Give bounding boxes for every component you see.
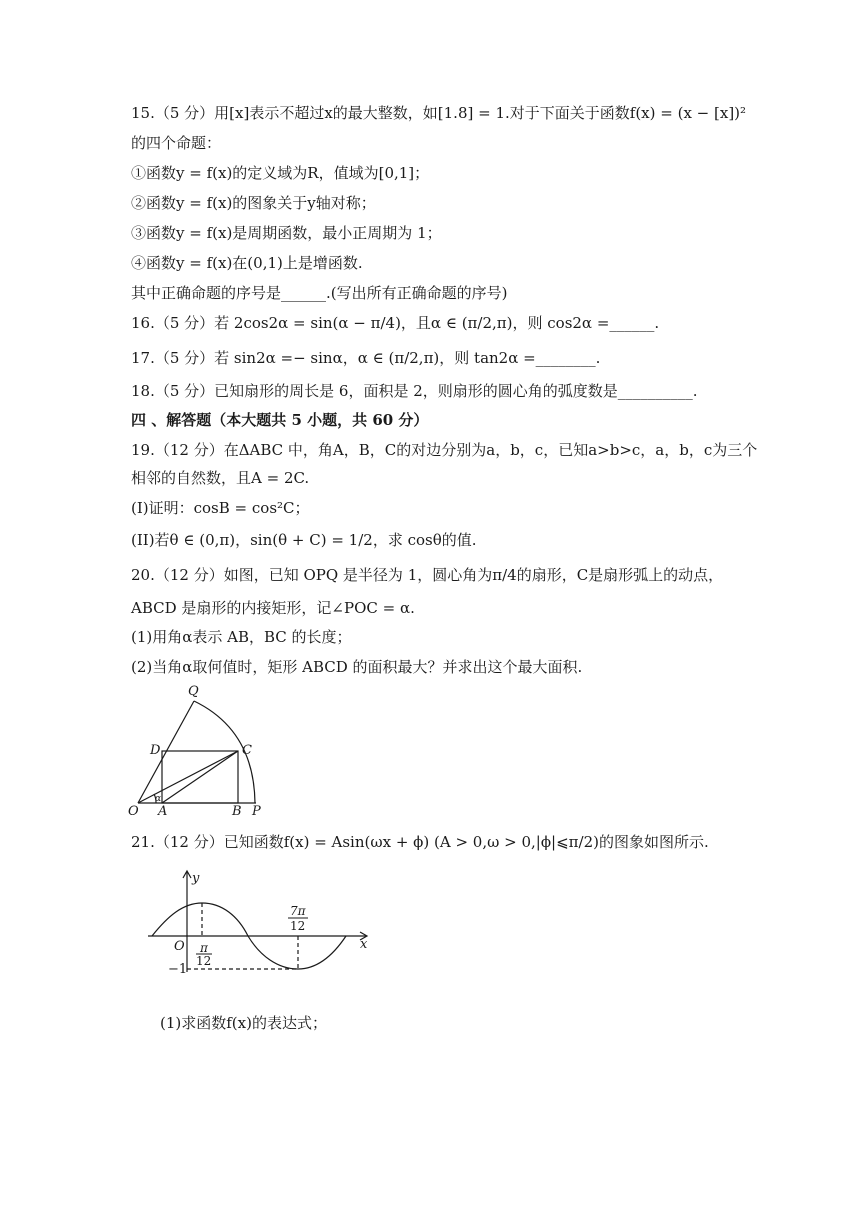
label-x: x: [360, 937, 368, 952]
label-o: O: [128, 804, 139, 818]
problem-19-part-1: (I)证明：cosB = cos²C；: [131, 499, 310, 517]
sector-figure: [126, 682, 276, 818]
label-7pi-over-12-den: 12: [290, 919, 306, 933]
section-heading: 四 、解答题（本大题共 5 小题，共 60 分）: [131, 411, 429, 429]
label-a: A: [158, 804, 168, 818]
label-origin: O: [174, 939, 185, 954]
label-alpha: α: [155, 794, 162, 804]
label-d: D: [150, 743, 161, 758]
label-7pi-over-12-num: 7π: [290, 904, 306, 918]
label-q: Q: [188, 684, 199, 699]
problem-15-line-2: 的四个命题：: [131, 134, 222, 152]
label-b: B: [232, 804, 242, 818]
label-c: C: [242, 743, 252, 758]
diagonal-ac: [162, 751, 238, 803]
proposition-1: ①函数y = f(x)的定义域为R，值域为[0,1]；: [131, 164, 430, 182]
problem-20-part-2: (2)当角α取何值时，矩形 ABCD 的面积最大？并求出这个最大面积.: [131, 658, 583, 676]
problem-21-part-1: (1)求函数f(x)的表达式；: [160, 1014, 327, 1032]
diagonal-oc: [138, 751, 238, 803]
problem-20-part-1: (1)用角α表示 AB，BC 的长度；: [131, 628, 352, 646]
proposition-2: ②函数y = f(x)的图象关于y轴对称；: [131, 194, 376, 212]
label-y: y: [192, 871, 200, 886]
proposition-4: ④函数y = f(x)在(0,1)上是增函数.: [131, 254, 363, 272]
sector-radius-oq: [138, 701, 194, 803]
label-pi-over-12-den: 12: [196, 954, 212, 968]
problem-18: 18.（5 分）已知扇形的周长是 6，面积是 2，则扇形的圆心角的弧度数是__________.: [131, 382, 698, 400]
label-p: P: [252, 804, 261, 818]
problem-19-line-2: 相邻的自然数，且A = 2C.: [131, 469, 310, 487]
problem-15-line-1: 15.（5 分）用[x]表示不超过x的最大整数，如[1.8] = 1.对于下面关于函数f(x) = (x − [x])²: [131, 104, 747, 122]
proposition-3: ③函数y = f(x)是周期函数，最小正周期为 1；: [131, 224, 442, 242]
problem-20-line-1: 20.（12 分）如图，已知 OPQ 是半径为 1，圆心角为π/4的扇形，C是扇形弧上的动点，: [131, 566, 724, 584]
sine-graph-figure: [138, 866, 378, 978]
problem-19-part-2: (II)若θ ∈ (0,π)，sin(θ + C) = 1/2，求 cosθ的值.: [131, 531, 477, 549]
problem-20-line-2: ABCD 是扇形的内接矩形，记∠POC = α.: [131, 599, 415, 617]
problem-17: 17.（5 分）若 sin2α =− sinα，α ∈ (π/2,π)，则 tan2α =________.: [131, 349, 601, 367]
problem-15-question: 其中正确命题的序号是______.(写出所有正确命题的序号): [131, 284, 508, 302]
label-pi-over-12-num: π: [200, 941, 208, 955]
problem-19-line-1: 19.（12 分）在ΔABC 中，角A，B，C的对边分别为a，b，c，已知a>b>c，a，b，c为三个: [131, 441, 758, 459]
label-minus-one: −1: [168, 962, 188, 977]
problem-16: 16.（5 分）若 2cos2α = sin(α − π/4)，且α ∈ (π/2,π)，则 cos2α =______.: [131, 314, 660, 332]
problem-21: 21.（12 分）已知函数f(x) = Asin(ωx + ϕ) (A > 0,ω > 0,|ϕ|⩽π/2)的图象如图所示.: [131, 833, 709, 851]
